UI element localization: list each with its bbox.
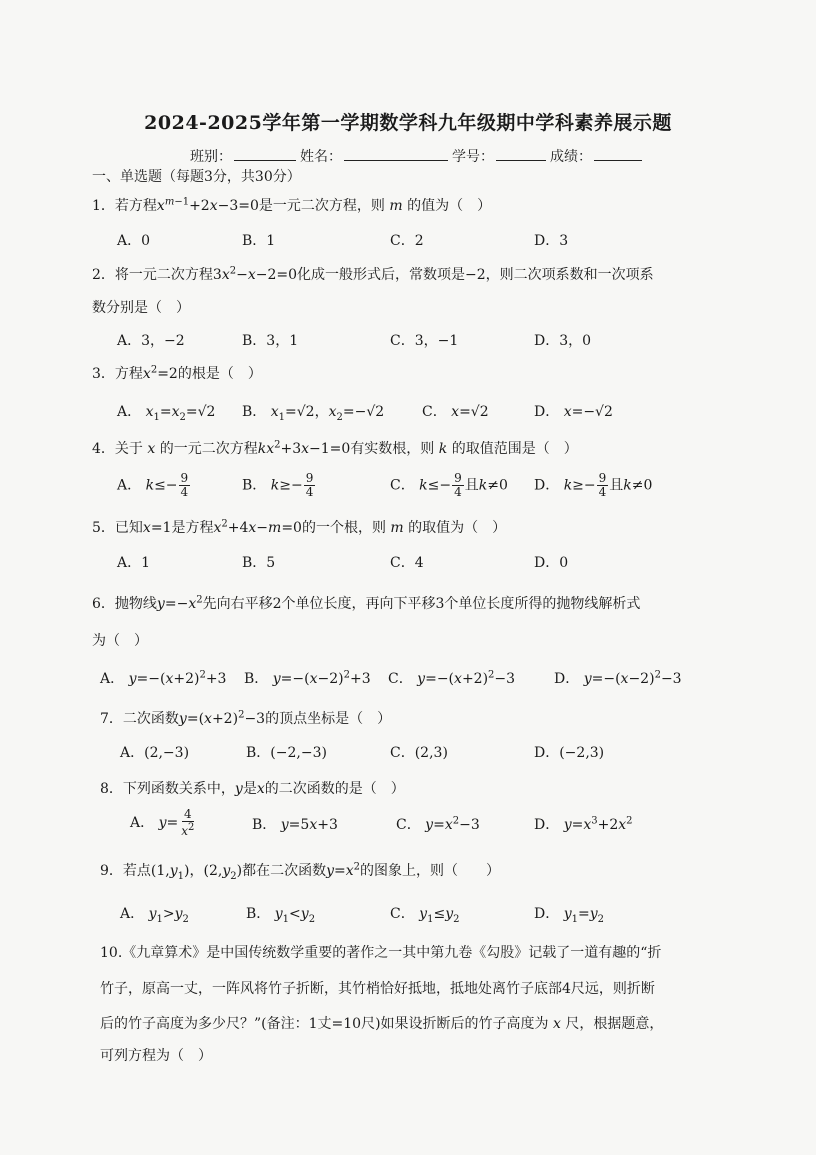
page-title: 2024-2025学年第一学期数学科九年级期中学科素养展示题	[144, 112, 672, 134]
q9-option-c[interactable]: C． $y_1\le y_2$	[390, 906, 460, 925]
question-4: 4．关于 x 的一元二次方程$kx^2+3x-1=0$有实数根，则 k 的取值范围是（ ）	[92, 439, 578, 457]
question-7-options	[0, 742, 816, 770]
q5-option-a[interactable]: A．1	[117, 555, 151, 571]
q8-option-a[interactable]: A． y= $\frac{4}{x^2}$	[130, 807, 195, 839]
q7-option-b[interactable]: B．(−2,−3)	[246, 745, 327, 761]
question-5: 5．已知x=1是方程$x^2+4x-m=0$的一个根，则 m 的取值为（ ）	[92, 518, 507, 536]
q1-option-a[interactable]: A．0	[117, 233, 151, 249]
q9-option-d[interactable]: D． $y_1=y_2$	[534, 906, 605, 925]
question-8-options	[0, 808, 816, 844]
id-label: 学号：	[452, 149, 494, 165]
q7-option-c[interactable]: C．(2,3)	[390, 745, 448, 761]
question-6: 6．抛物线$y=-x^2$先向右平移2个单位长度，再向下平移3个单位长度所得的抛物线解析式	[92, 594, 641, 612]
q6-option-c[interactable]: C． $y=-(x+2)^2-3$	[388, 669, 516, 687]
q4-option-d[interactable]: D． k≥− $\frac{9}{4}$ 且k≠0	[534, 471, 653, 500]
question-8: 8．下列函数关系中，y是x的二次函数的是（ ）	[100, 781, 405, 797]
q2-option-c[interactable]: C．3，−1	[390, 333, 459, 349]
question-7: 7．二次函数$y=(x+2)^2-3$的顶点坐标是（ ）	[100, 709, 392, 727]
question-2: 2．将一元二次方程$3x^2-x-2=0$化成一般形式后，常数项是−2，则二次项系数和一次项系	[92, 265, 654, 283]
question-3-options	[0, 401, 816, 429]
score-blank[interactable]	[594, 146, 642, 161]
question-9-options	[0, 903, 816, 931]
q3-option-b[interactable]: B． $x_1=√2$，$x_2=-√2$	[242, 404, 385, 423]
q9-option-b[interactable]: B． $y_1<y_2$	[246, 906, 316, 925]
question-6-options	[0, 668, 816, 696]
question-3: 3．方程$x^2=2$的根是（ ）	[92, 364, 262, 382]
name-blank[interactable]	[344, 146, 448, 161]
name-label: 姓名：	[300, 149, 342, 165]
question-1: 1．若方程$x^{m-1}+2x-3=0$是一元二次方程，则 m 的值为（ ）	[92, 196, 492, 214]
q5-option-c[interactable]: C．4	[390, 555, 424, 571]
q1-option-d[interactable]: D．3	[534, 233, 569, 249]
q1-option-b[interactable]: B．1	[242, 233, 276, 249]
id-blank[interactable]	[496, 146, 546, 161]
student-info-row	[190, 146, 646, 166]
question-5-options	[0, 552, 816, 580]
question-2-options	[0, 330, 816, 358]
q1-option-c[interactable]: C．2	[390, 233, 424, 249]
q5-option-b[interactable]: B．5	[242, 555, 276, 571]
question-10-line-4: 可列方程为（ ）	[100, 1048, 212, 1064]
q2-option-a[interactable]: A．3，−2	[117, 333, 185, 349]
q8-option-d[interactable]: D． $y=x^3+2x^2$	[534, 815, 633, 833]
q5-option-d[interactable]: D．0	[534, 555, 569, 571]
q4-option-c[interactable]: C． k≤− $\frac{9}{4}$ 且k≠0	[390, 471, 508, 500]
q8-option-c[interactable]: C． $y=x^2-3$	[396, 815, 480, 833]
section-heading: 一、单选题（每题3分，共30分）	[92, 169, 301, 185]
q2-option-b[interactable]: B．3，1	[242, 333, 299, 349]
q9-option-a[interactable]: A． $y_1>y_2$	[120, 906, 189, 925]
question-10-line-3: 后的竹子高度为多少尺？”(备注：1丈=10尺)如果设折断后的竹子高度为 x 尺，根据题意，	[100, 1016, 664, 1032]
question-6-line-2: 为（ ）	[92, 633, 148, 649]
q6-option-d[interactable]: D． $y=-(x-2)^2-3$	[554, 669, 682, 687]
question-10-line-2: 竹子，原高一丈，一阵风将竹子折断，其竹梢恰好抵地，抵地处离竹子底部4尺远，则折断	[100, 981, 655, 997]
q6-option-a[interactable]: A． $y=-(x+2)^2+3$	[100, 669, 227, 687]
q3-option-a[interactable]: A． $x_1=x_2=√2$	[117, 404, 216, 423]
q4-option-a[interactable]: A． k≤− $\frac{9}{4}$	[117, 471, 189, 500]
q7-option-d[interactable]: D．(−2,3)	[534, 745, 605, 761]
question-10-line-1: 10.《九章算术》是中国传统数学重要的著作之一其中第九卷《勾股》记载了一道有趣的“折	[100, 945, 662, 961]
question-4-options	[0, 472, 816, 506]
class-label: 班别：	[190, 149, 232, 165]
q6-option-b[interactable]: B． $y=-(x-2)^2+3$	[244, 669, 371, 687]
score-label: 成绩：	[550, 149, 592, 165]
q3-option-c[interactable]: C． x=√2	[422, 404, 489, 420]
question-9: 9．若点$(1,y_1)$，$(2,y_2)$都在二次函数$y=x^2$的图象上，则（ ）	[100, 861, 501, 882]
class-blank[interactable]	[234, 146, 296, 161]
question-1-options	[0, 230, 816, 258]
q4-option-b[interactable]: B． k≥− $\frac{9}{4}$	[242, 471, 314, 500]
q3-option-d[interactable]: D． x=−√2	[534, 404, 613, 420]
q7-option-a[interactable]: A．(2,−3)	[120, 745, 190, 761]
q8-option-b[interactable]: B． y=5x+3	[252, 817, 338, 833]
question-2-line-2: 数分别是（ ）	[92, 300, 190, 316]
q2-option-d[interactable]: D．3，0	[534, 333, 592, 349]
